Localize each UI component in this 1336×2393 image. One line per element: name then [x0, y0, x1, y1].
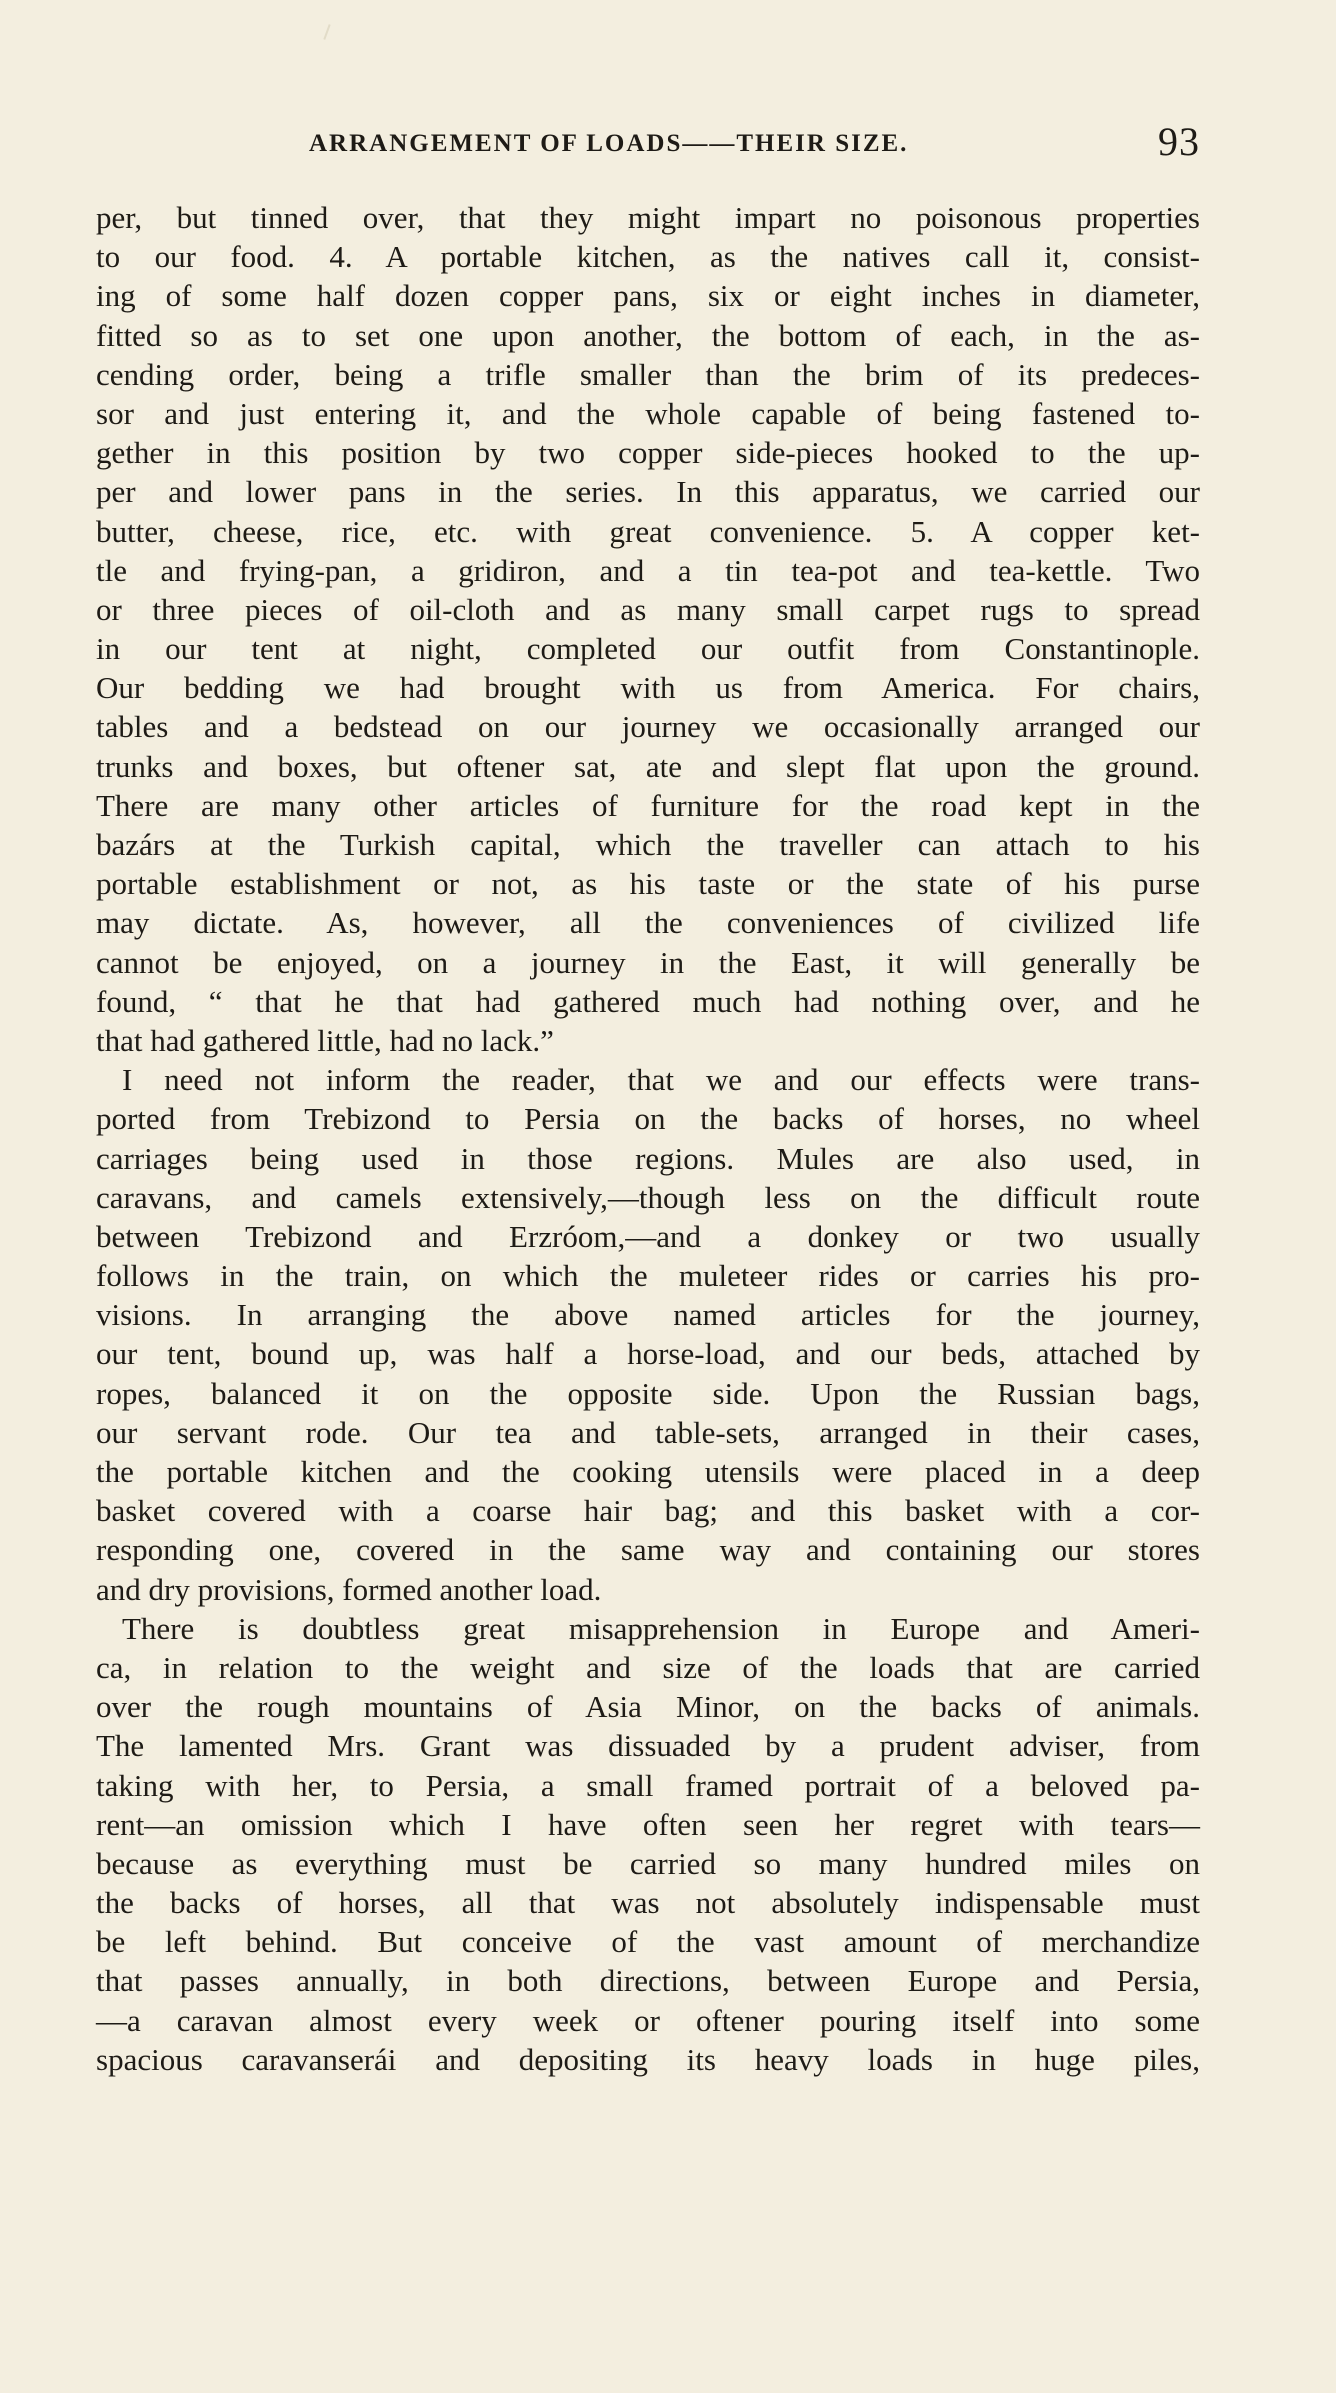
text-line: or three pieces of oil-cloth and as many small carpet rugs to spread — [96, 591, 1200, 627]
text-line: per and lower pans in the series. In this apparatus, we carried our — [96, 474, 1200, 510]
text-line: found, “ that he that had gathered much had nothing over, and he — [96, 983, 1200, 1019]
text-line: per, but tinned over, that they might impart no poisonous properties — [96, 200, 1200, 235]
text-line: trunks and boxes, but oftener sat, ate and slept flat upon the ground. — [96, 748, 1200, 784]
text-line: I need not inform the reader, that we and our effects were trans- — [122, 1062, 1200, 1098]
running-head: ARRANGEMENT OF LOADS——THEIR SIZE. — [309, 130, 909, 157]
text-line: There are many other articles of furniture for the road kept in the — [96, 787, 1200, 823]
text-line: our servant rode. Our tea and table-sets, arranged in their cases, — [96, 1414, 1200, 1450]
text-line: may dictate. As, however, all the conveniences of civilized life — [96, 905, 1200, 941]
text-line: basket covered with a coarse hair bag; and this basket with a cor- — [96, 1493, 1200, 1529]
text-line: fitted so as to set one upon another, the bottom of each, in the as- — [96, 317, 1200, 353]
text-line: sor and just entering it, and the whole capable of being fastened to- — [96, 395, 1200, 431]
text-line: ropes, balanced it on the opposite side. Upon the Russian bags, — [96, 1375, 1200, 1411]
text-line: —a caravan almost every week or oftener pouring itself into some — [96, 2002, 1200, 2038]
scan-mark — [323, 24, 330, 40]
text-line: responding one, covered in the same way and containing our stores — [96, 1532, 1200, 1568]
text-line: The lamented Mrs. Grant was dissuaded by a prudent adviser, from — [96, 1728, 1200, 1764]
text-line: butter, cheese, rice, etc. with great convenience. 5. A copper ket- — [96, 513, 1200, 549]
text-line: between Trebizond and Erzróom,—and a donkey or two usually — [96, 1218, 1200, 1254]
text-line: There is doubtless great misapprehension in Europe and Ameri- — [122, 1610, 1200, 1646]
text-line: spacious caravanserái and depositing its heavy loads in huge piles, — [96, 2041, 1200, 2077]
text-line: tle and frying-pan, a gridiron, and a tin tea-pot and tea-kettle. Two — [96, 552, 1200, 588]
text-line: in our tent at night, completed our outfit from Constantinople. — [96, 631, 1200, 667]
text-line: Our bedding we had brought with us from America. For chairs, — [96, 670, 1200, 706]
text-line: because as everything must be carried so many hundred miles on — [96, 1845, 1200, 1881]
text-line: the backs of horses, all that was not absolutely indispensable must — [96, 1885, 1200, 1921]
page-number: 93 — [1158, 119, 1200, 164]
text-line: portable establishment or not, as his taste or the state of his purse — [96, 866, 1200, 902]
text-line: the portable kitchen and the cooking utensils were placed in a deep — [96, 1454, 1200, 1489]
body-text — [96, 198, 1200, 2079]
text-line: gether in this position by two copper side-pieces hooked to the up- — [96, 435, 1200, 471]
text-line: our tent, bound up, was half a horse-load, and our beds, attached by — [96, 1336, 1200, 1372]
text-line: to our food. 4. A portable kitchen, as the natives call it, consist- — [96, 239, 1200, 275]
text-line: bazárs at the Turkish capital, which the traveller can attach to his — [96, 827, 1200, 862]
text-line: and dry provisions, formed another load. — [96, 1571, 602, 1607]
text-line: ca, in relation to the weight and size of the loads that are carried — [96, 1649, 1200, 1685]
text-line: that had gathered little, had no lack.” — [96, 1022, 554, 1058]
text-line: carriages being used in those regions. Mules are also used, in — [96, 1140, 1200, 1176]
text-line: over the rough mountains of Asia Minor, on the backs of animals. — [96, 1689, 1200, 1725]
text-line: cending order, being a trifle smaller than the brim of its predeces- — [96, 356, 1200, 392]
text-line: taking with her, to Persia, a small framed portrait of a beloved pa- — [96, 1767, 1200, 1803]
page-header — [95, 118, 1200, 168]
text-line: ported from Trebizond to Persia on the backs of horses, no wheel — [96, 1101, 1200, 1137]
text-line: cannot be enjoyed, on a journey in the East, it will generally be — [96, 944, 1200, 980]
text-line: that passes annually, in both directions, between Europe and Persia, — [96, 1963, 1200, 1999]
text-line: be left behind. But conceive of the vast amount of merchandize — [96, 1924, 1200, 1960]
text-line: visions. In arranging the above named articles for the journey, — [96, 1297, 1200, 1333]
text-line: caravans, and camels extensively,—though less on the difficult route — [96, 1179, 1200, 1215]
text-line: rent—an omission which I have often seen her regret with tears— — [96, 1806, 1200, 1842]
text-line: follows in the train, on which the muleteer rides or carries his pro- — [96, 1258, 1200, 1294]
text-line: tables and a bedstead on our journey we occasionally arranged our — [96, 709, 1200, 745]
text-line: ing of some half dozen copper pans, six or eight inches in diameter, — [96, 278, 1200, 314]
